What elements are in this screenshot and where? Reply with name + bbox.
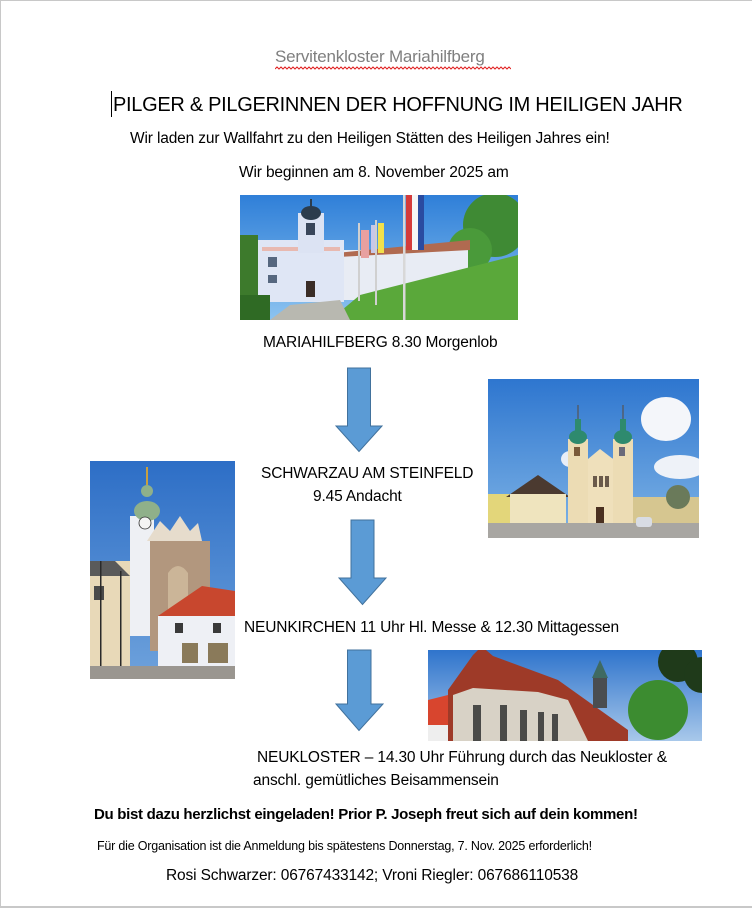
- image-neukloster[interactable]: [428, 650, 702, 741]
- document-header[interactable]: Servitenkloster Mariahilfberg: [275, 47, 485, 66]
- text-cursor: [111, 91, 112, 117]
- document-title[interactable]: PILGER & PILGERINNEN DER HOFFNUNG IM HEILIGEN JAHR: [113, 94, 683, 116]
- spellcheck-underline[interactable]: [275, 66, 511, 70]
- station-schwarzau[interactable]: SCHWARZAU AM STEINFELD: [261, 465, 474, 482]
- station-neunkirchen[interactable]: NEUNKIRCHEN 11 Uhr Hl. Messe & 12.30 Mittagessen: [244, 619, 619, 636]
- contact-info[interactable]: Rosi Schwarzer: 06767433142; Vroni Riegler: 067686110538: [166, 867, 579, 884]
- image-mariahilfberg[interactable]: [240, 195, 518, 320]
- image-schwarzau[interactable]: [488, 379, 699, 538]
- arrow-down-icon: [335, 367, 383, 453]
- arrow-down-icon: [338, 519, 387, 606]
- station-neukloster[interactable]: NEUKLOSTER – 14.30 Uhr Führung durch das Neukloster &: [257, 749, 667, 766]
- invitation-text[interactable]: Wir laden zur Wallfahrt zu den Heiligen Stätten des Heiligen Jahres ein!: [130, 130, 610, 147]
- start-date-text[interactable]: Wir beginnen am 8. November 2025 am: [239, 164, 509, 181]
- registration-notice[interactable]: Für die Organisation ist die Anmeldung bis spätestens Donnerstag, 7. Nov. 2025 erforderlich!: [97, 839, 592, 853]
- closing-invitation[interactable]: Du bist dazu herzlichst eingeladen! Prior P. Joseph freut sich auf dein kommen!: [94, 806, 638, 823]
- image-neunkirchen[interactable]: [90, 461, 235, 679]
- arrow-down-icon: [335, 649, 384, 732]
- station-mariahilfberg[interactable]: MARIAHILFBERG 8.30 Morgenlob: [263, 334, 498, 351]
- station-neukloster-detail[interactable]: anschl. gemütliches Beisammensein: [253, 772, 499, 789]
- station-schwarzau-time[interactable]: 9.45 Andacht: [313, 488, 402, 505]
